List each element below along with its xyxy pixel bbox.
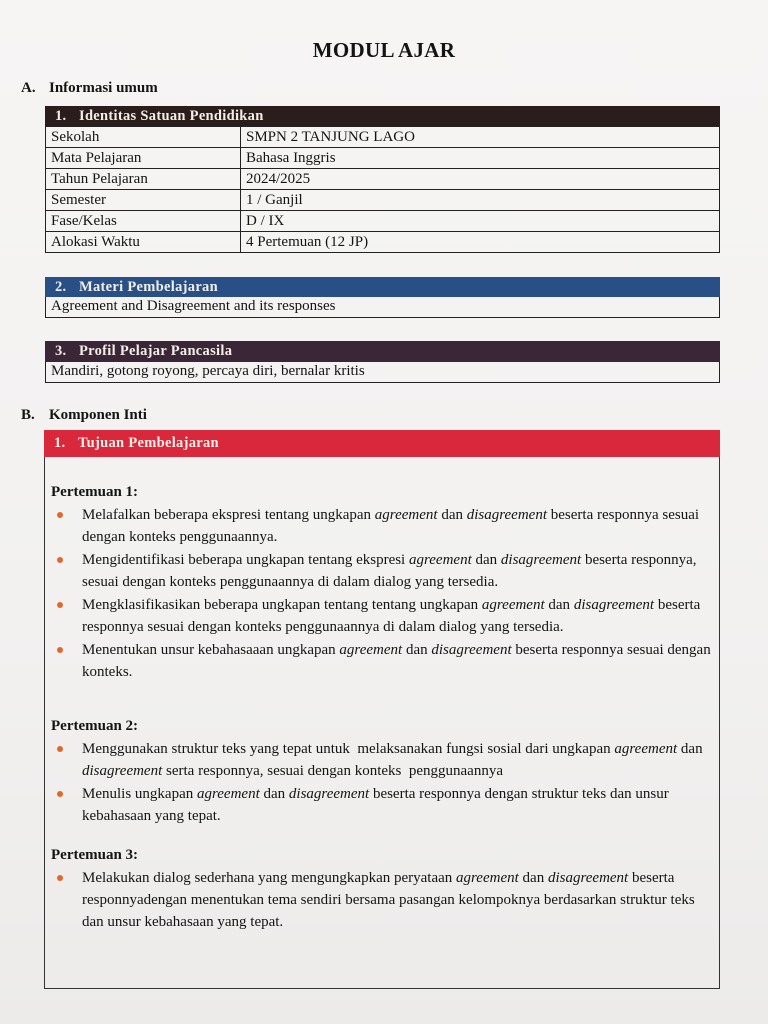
objective-item [51,783,711,827]
objective-item [51,867,711,933]
identitas-key: Fase/Kelas [46,211,241,232]
identitas-value: 1 / Ganjil [241,190,720,211]
objective-text: Menentukan unsur kebahasaaan ungkapan agreement dan disagreement beserta responnya sesuai dengan konteks. [82,642,711,680]
objective-text: Menggunakan struktur teks yang tepat untuk melaksanakan fungsi sosial dari ungkapan agreement dan disagreement serta responnya, sesuai dengan konteks penggunaannya [82,741,703,779]
objective-item [51,738,711,782]
identitas-label: Identitas Satuan Pendidikan [79,108,264,124]
section-a-heading [21,80,158,97]
meeting-3 [51,847,711,934]
materi-header-bar [45,277,720,297]
profil-number: 3. [55,343,67,359]
section-a-label: Informasi umum [49,80,158,96]
meeting-3-title: Pertemuan 3: [51,847,139,863]
profil-header-bar [45,341,720,362]
bullet-icon [57,602,63,608]
bullet-icon [57,746,63,752]
section-b-heading [21,407,147,424]
section-b-label: Komponen Inti [49,407,147,423]
identitas-row [46,232,720,253]
objective-text: Mengidentifikasi beberapa ungkapan tentang ekspresi agreement dan disagreement beserta responnya, sesuai dengan konteks penggunaannya di dalam dialog yang tersedia. [82,552,697,590]
bullet-icon [57,512,63,518]
identitas-key: Semester [46,190,241,211]
identitas-value: Bahasa Inggris [241,148,720,169]
objective-item [51,639,711,683]
section-a-letter: A. [21,80,36,96]
identitas-table [45,126,720,253]
identitas-header-bar [45,106,720,126]
objective-text: Melakukan dialog sederhana yang mengungkapkan peryataan agreement dan disagreement beserta responnyadengan menentukan tema sendiri bersama pasangan kelompoknya berdasarkan struktur teks dan unsur kebahasaan yang tepat. [82,870,695,930]
objective-text: Menulis ungkapan agreement dan disagreement beserta responnya dengan struktur teks dan unsur kebahasaan yang tepat. [82,786,669,824]
identitas-row [46,190,720,211]
meeting-2 [51,718,711,828]
meeting-1-list [51,504,711,683]
objective-text: Melafalkan beberapa ekspresi tentang ungkapan agreement dan disagreement beserta responnya sesuai dengan konteks penggunaannya. [82,507,700,545]
identitas-value: SMPN 2 TANJUNG LAGO [241,127,720,148]
objective-item [51,549,711,593]
bullet-icon [57,791,63,797]
identitas-value: 4 Pertemuan (12 JP) [241,232,720,253]
document-title: MODUL AJAR [312,38,456,62]
materi-number: 2. [55,279,67,295]
identitas-key: Sekolah [46,127,241,148]
identitas-value: D / IX [241,211,720,232]
materi-label: Materi Pembelajaran [79,279,218,295]
bullet-icon [57,647,63,653]
tujuan-number: 1. [54,435,66,451]
meeting-3-list [51,867,711,933]
meeting-2-title: Pertemuan 2: [51,718,139,734]
bullet-icon [57,875,63,881]
identitas-row [46,127,720,148]
profil-label: Profil Pelajar Pancasila [79,343,233,359]
identitas-row [46,148,720,169]
identitas-key: Mata Pelajaran [46,148,241,169]
profil-content: Mandiri, gotong royong, percaya diri, bernalar kritis [45,362,720,383]
identitas-number: 1. [55,108,67,124]
meeting-1-title: Pertemuan 1: [51,484,139,500]
objective-item [51,594,711,638]
tujuan-label: Tujuan Pembelajaran [78,435,219,451]
identitas-row [46,211,720,232]
bullet-icon [57,557,63,563]
materi-content: Agreement and Disagreement and its responses [45,297,720,318]
meeting-2-list [51,738,711,827]
objective-text: Mengklasifikasikan beberapa ungkapan tentang tentang ungkapan agreement dan disagreement beserta responnya sesuai dengan konteks penggunaannya di dalam dialog yang tersedia. [82,597,701,635]
section-b-letter: B. [21,407,35,423]
tujuan-header-bar [44,430,720,457]
identitas-row [46,169,720,190]
meeting-1 [51,484,711,684]
identitas-key: Alokasi Waktu [46,232,241,253]
objective-item [51,504,711,548]
identitas-key: Tahun Pelajaran [46,169,241,190]
identitas-value: 2024/2025 [241,169,720,190]
